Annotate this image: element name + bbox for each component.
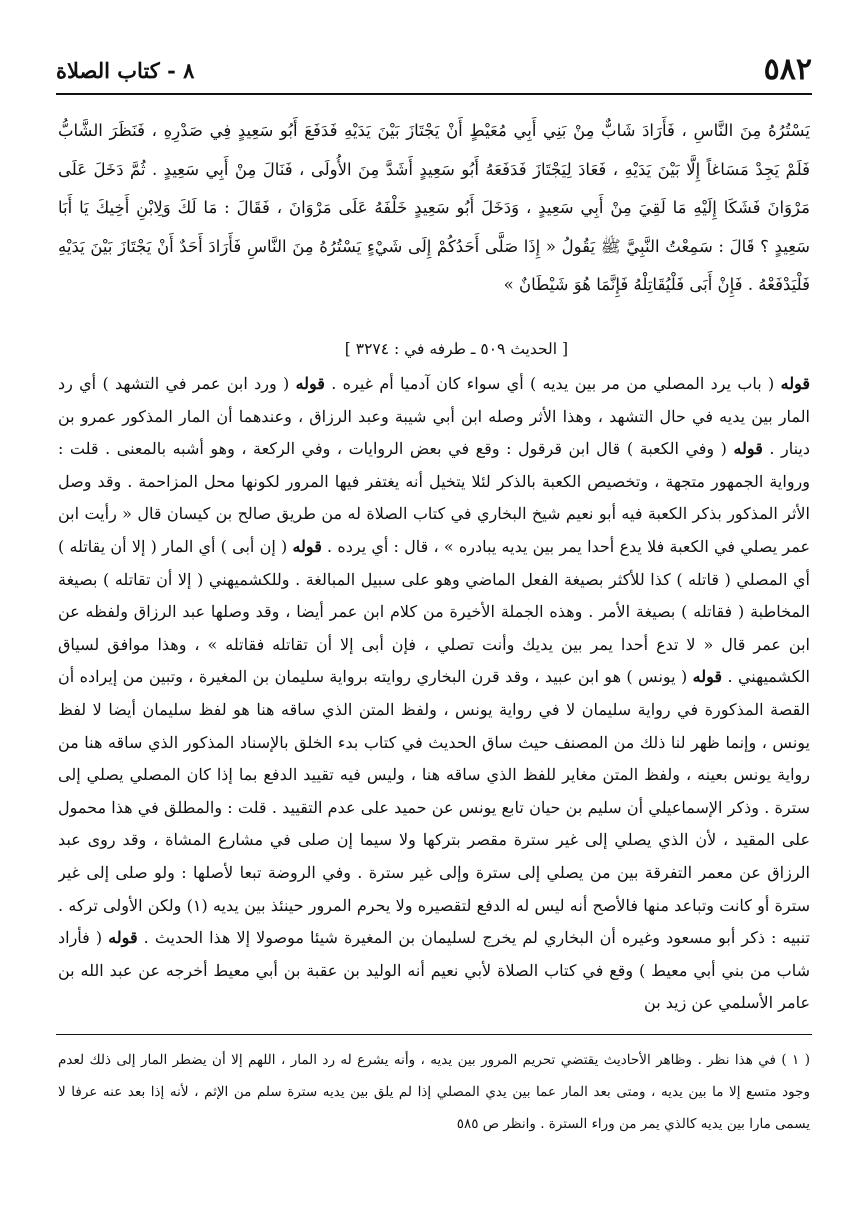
keyword-qawluh: قوله [692, 667, 723, 687]
keyword-qawluh: قوله [733, 439, 763, 459]
chapter-title: ٨ - كتاب الصلاة [56, 58, 195, 83]
page-header [56, 52, 812, 92]
footnote-rule [56, 1034, 812, 1035]
commentary-segment: ( فأراد شاب من بني أبي معيط ) وقع في كتاب الصلاة لأبي نعيم أنه الوليد بن عقبة بن أبي معيط أخرجه عن عبد الله بن عامر الأسلمي عن زيد بن [58, 928, 810, 1013]
keyword-qawluh: قوله [295, 374, 325, 393]
hadith-text: يَسْتُرُهُ مِنَ النَّاسِ ، فَأَرَادَ شَابٌّ مِنْ بَنِي أَبِي مُعَيْطٍ أَنْ يَجْتَازَ بَيْنَ يَدَيْهِ فَدَفَعَ أَبُو سَعِيدٍ فِي صَدْرِهِ ، فَنَظَرَ الشَّابُّ فَلَمْ يَجِدْ مَسَاغاً إِلَّا بَيْنَ يَدَيْهِ ، فَعَادَ لِيَجْتَازَ فَدَفَعَهُ أَبُو سَعِيدٍ أَشَدَّ مِنَ الأُولَى ، فَنَالَ مِنْ أَبِي سَعِيدٍ . ثُمَّ دَخَلَ عَلَى مَرْوَانَ فَشَكَا إِلَيْهِ مَا لَقِيَ مِنْ أَبِي سَعِيدٍ ، وَدَخَلَ أَبُو سَعِيدٍ خَلْفَهُ عَلَى مَرْوَانَ ، فَقَالَ : مَا لَكَ وَلِابْنِ أَخِيكَ يَا أَبَا سَعِيدٍ ؟ قَالَ : سَمِعْتُ النَّبِيَّ ﷺ يَقُولُ « إِذَا صَلَّى أَحَدُكُمْ إِلَى شَيْءٍ يَسْتُرُهُ مِنَ النَّاسِ فَأَرَادَ أَحَدٌ أَنْ يَجْتَازَ بَيْنَ يَدَيْهِ فَلْيَدْفَعْهُ . فَإِنْ أَبَى فَلْيُقَاتِلْهُ فَإِنَّمَا هُوَ شَيْطَانٌ » [58, 121, 810, 295]
commentary-segment: ( إن أبى ) أي المار ( إلا أن يقاتله ) أي المصلي ( قاتله ) كذا للأكثر بصيغة الفعل الماضي وهو على سبيل المبالغة . وللكشميهني ( إلا أن تقاتله ) بصيغة المخاطبة ( فقاتله ) بصيغة الأمر . وهذه الجملة الأخيرة من كلام ابن عمر أيضا ، وقد وصلها عبد الرزاق ولفظه عن ابن عمر قال « لا تدع أحدا يمر بين يديك وأنت تصلي ، فإن أبى إلا أن تقاتله فقاتله » ، وهذا موافق لسياق الكشميهني . [58, 536, 810, 687]
keyword-qawluh: قوله [780, 374, 810, 393]
commentary-segment: ( وفي الكعبة ) قال ابن قرقول : وقع في بعض الروايات ، وفي الركعة ، وهو أشبه بالمعنى . قلت : ورواية الجمهور متجهة ، وتخصيص الكعبة بالذكر لئلا يتخيل أنه يغتفر فيها المرور لكونها محل المزاحمة . وقد وصل الأثر المذكور بذكر الكعبة فيه أبو نعيم شيخ البخاري في كتاب الصلاة له من طريق صالح بن كيسان قال « رأيت ابن عمر يصلي في الكعبة فلا يدع أحدا يمر بين يديه يبادره » ، قال : أي يرده . [58, 439, 810, 556]
hadith-reference: [ الحديث ٥٠٩ ـ طرفه في : ٣٢٧٤ ] [344, 340, 568, 358]
commentary-segment: ( يونس ) هو ابن عبيد ، وقد قرن البخاري روايته برواية سليمان بن المغيرة ، وتبين من إيراده أن القصة المذكورة في رواية سليمان لا في رواية يونس ، ولفظ المتن الذي ساقه هنا هو لفظ سليمان أيضا لا لفظ يونس ، وإنما ظهر لنا ذلك من المصنف حيث ساق الحديث في كتاب بدء الخلق بالإسناد المذكور الذي ساقه هنا من رواية يونس بعينه ، ولفظ المتن مغاير للفظ الذي ساقه هنا ، وليس فيه تقييد الدفع بما إذا كان المصلي يصلي إلى سترة . وذكر الإسماعيلي أن سليم بن حيان تابع يونس عن حميد على عدم التقييد . قلت : والمطلق في هذا محمول على المقيد ، لأن الذي يصلي إلى غير سترة مقصر بتركها ولا سيما إن صلى في مشارع المشاة ، وقد روى عبد الرزاق عن معمر التفرقة بين من يصلي إلى سترة وإلى غير سترة . وفي الروضة تبعا لأصلها : ولو صلى إلى غير سترة أو كانت وتباعد منها فالأصح أنه ليس له الدفع لتقصيره ولا يحرم المرور حينئذ بين يديه (١) ولكن الأولى تركه . تنبيه : ذكر أبو مسعود وغيره أن البخاري لم يخرج لسليمان بن المغيرة شيئا موصولا إلا هذا الحديث . [58, 667, 810, 948]
keyword-qawluh: قوله [292, 536, 322, 556]
header-rule [56, 93, 812, 95]
commentary-segment: ( ورد ابن عمر في التشهد ) أي رد المار بين يديه في حال التشهد ، وهذا الأثر وصله ابن أبي شيبة وعبد الرزاق ، وعندهما أن المار المذكور عمرو بن دينار . [58, 374, 810, 459]
footnote: ( ١ ) في هذا نظر . وظاهر الأحاديث يقتضي تحريم المرور بين يديه ، وأنه يشرع له رد المار ، اللهم إلا أن يضطر المار إلى ذلك لعدم وجود متسع إلا ما بين يديه ، ومتى بعد المار عما بين يدي المصلي إذا لم يلق بين يديه سترة سلم من الإثم ، لأنه إذا بعد عنه عرفا لا يسمى مارا بين يديه كالذي يمر من وراء السترة . وانظر ص ٥٨٥ [58, 1052, 810, 1132]
keyword-qawluh: قوله [108, 928, 138, 948]
commentary-text [58, 368, 810, 1032]
commentary-segment: ( باب يرد المصلي من مر بين يديه ) أي سواء كان آدميا أم غيره . [324, 374, 781, 393]
page-number: ٥٨٢ [763, 52, 812, 87]
